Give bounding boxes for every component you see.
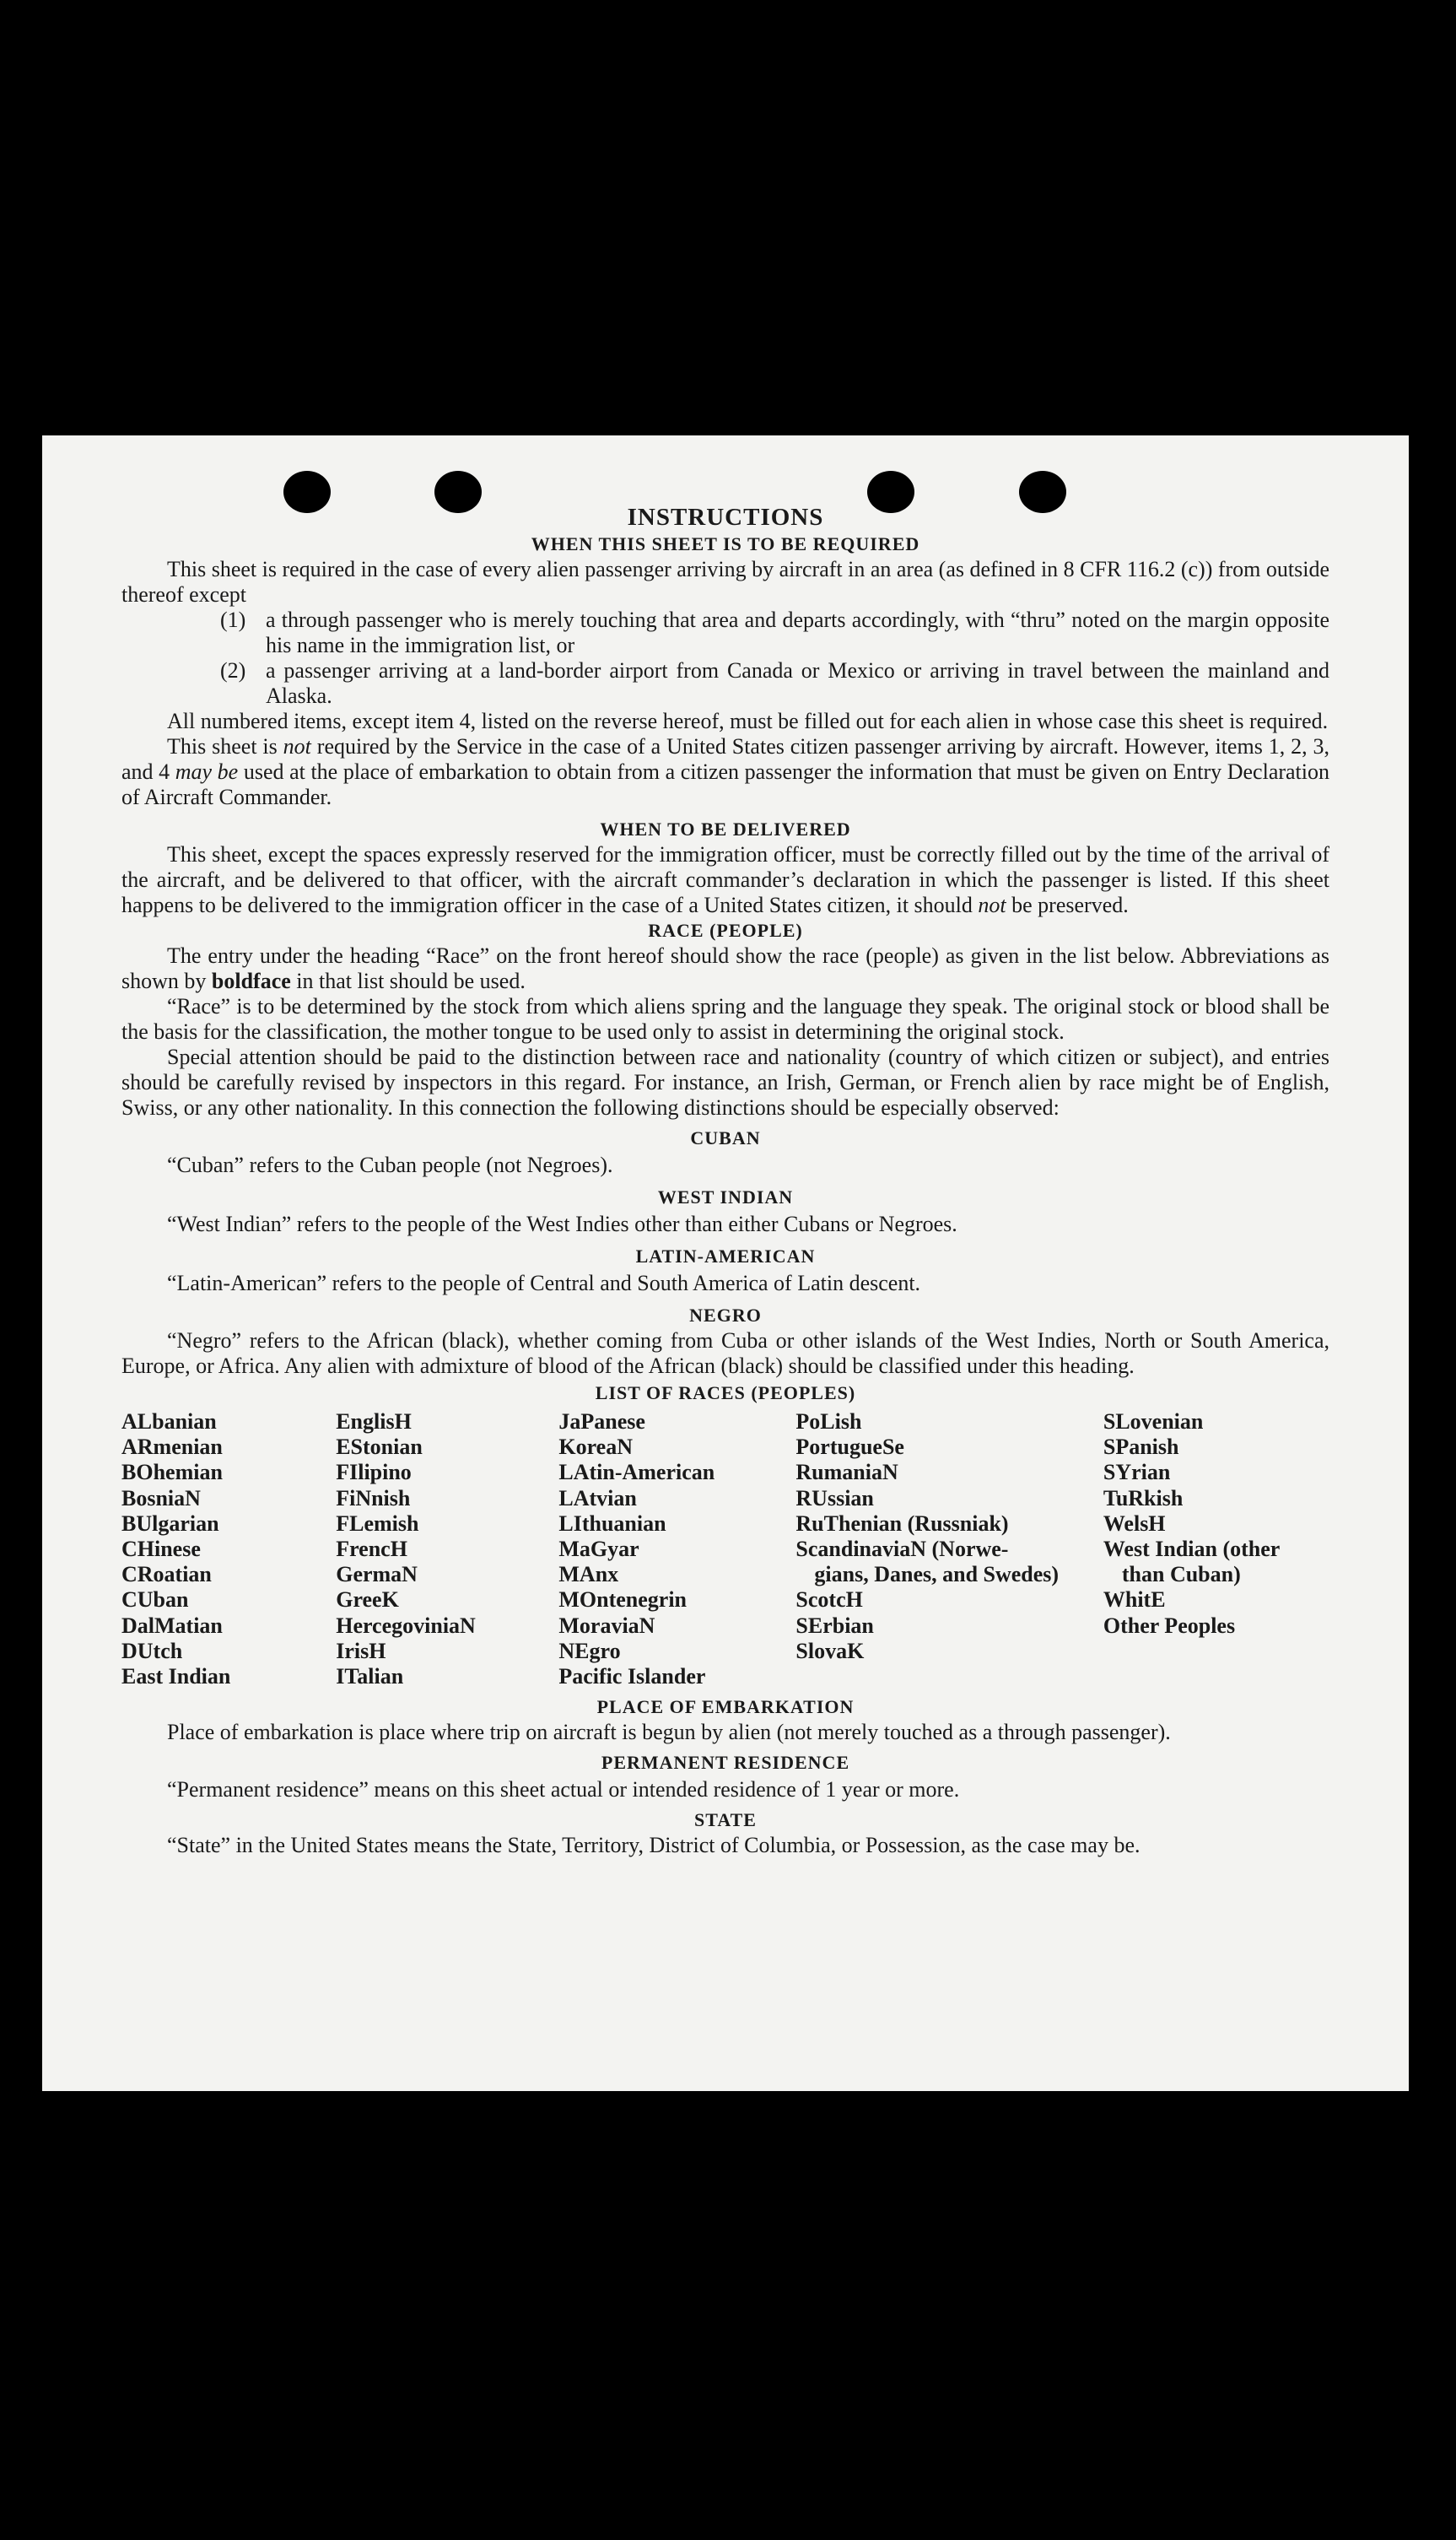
race-item: WelsH: [1103, 1510, 1166, 1536]
race-item: MOntenegrin: [558, 1587, 688, 1613]
punch-hole: [1019, 471, 1066, 513]
punch-hole: [867, 471, 914, 513]
item-number: (1): [220, 608, 246, 632]
race-paragraph-1: The entry under the heading “Race” on the front hereof should show the race (people) as given in the list below. Abbreviations as shown by boldface in that list should be used.: [121, 943, 1329, 993]
section-heading-list-of-races: LIST OF RACES (PEOPLES): [595, 1382, 856, 1403]
race-item: HercegoviniaN: [336, 1613, 476, 1638]
section-heading-cuban: CUBAN: [690, 1127, 761, 1148]
race-item: SPanish: [1103, 1435, 1179, 1460]
item-text: a through passenger who is merely touching that area and departs accordingly, with “thru” noted on the margin opposite his name in the immigration list, or: [266, 608, 1329, 657]
section-heading-negro: NEGRO: [689, 1305, 762, 1326]
section-heading-delivered: WHEN TO BE DELIVERED: [600, 819, 851, 840]
race-item: Pacific Islander: [558, 1664, 706, 1689]
race-item: Other Peoples: [1103, 1613, 1236, 1638]
race-item: ScandinaviaN (Norwe-: [795, 1537, 1009, 1562]
race-list: [121, 1409, 1329, 1689]
race-item: MoraviaN: [558, 1613, 655, 1638]
race-column-2: [336, 1409, 558, 1689]
section-heading-residence: PERMANENT RESIDENCE: [601, 1752, 850, 1774]
punch-hole: [283, 471, 331, 513]
section-heading-race: RACE (PEOPLE): [648, 920, 803, 941]
race-column-1: [121, 1409, 336, 1689]
exception-item-2: [121, 658, 1329, 709]
race-item: NEgro: [558, 1638, 621, 1663]
race-item: KoreaN: [558, 1435, 633, 1460]
section-heading-west-indian: WEST INDIAN: [657, 1186, 794, 1208]
race-item: East Indian: [121, 1664, 231, 1689]
embarkation-paragraph: Place of embarkation is place where trip on aircraft is begun by alien (not merely touched as a through passenger).: [167, 1720, 1171, 1745]
punch-hole: [434, 471, 482, 513]
race-item: BosniaN: [121, 1485, 201, 1510]
race-item: BUlgarian: [121, 1510, 219, 1536]
race-item: SErbian: [795, 1613, 874, 1638]
race-item-continuation: gians, Danes, and Swedes): [814, 1562, 1060, 1587]
delivered-paragraph: This sheet, except the spaces expressly reserved for the immigration officer, must be correctly filled out by the time of the arrival of the aircraft, and be delivered to that officer, with the aircraft commander’s declaration in which the passenger is listed. If this sheet happens to be delivered to the immigration officer in the case of a United States citizen, it should not be preserved.: [121, 842, 1329, 917]
state-paragraph: “State” in the United States means the State, Territory, District of Columbia, or Possession, as the case may be.: [167, 1833, 1141, 1858]
required-paragraph-1: This sheet is required in the case of every alien passenger arriving by aircraft in an area (as defined in 8 CFR 116.2 (c)) from outside thereof except: [121, 557, 1329, 607]
race-item: ARmenian: [121, 1435, 223, 1460]
race-item: LAtin-American: [558, 1460, 715, 1485]
race-item: RuThenian (Russniak): [795, 1510, 1009, 1536]
race-item: SYrian: [1103, 1460, 1171, 1485]
race-item: BOhemian: [121, 1460, 223, 1485]
race-paragraph-2: “Race” is to be determined by the stock from which aliens spring and the language they speak. The original stock or blood shall be the basis for the classification, the mother tongue to be used only to assist in determining the original stock.: [121, 994, 1329, 1044]
race-item: DalMatian: [121, 1613, 223, 1638]
race-item: CRoatian: [121, 1562, 212, 1587]
race-paragraph-3: Special attention should be paid to the distinction between race and nationality (country of which citizen or subject), and entries should be carefully revised by inspectors in this regard. For instance, an Irish, German, or French alien by race might be of English, Swiss, or any other nationality. In this connection the following distinctions should be especially observed:: [121, 1045, 1329, 1120]
race-item: TuRkish: [1103, 1485, 1184, 1510]
race-item: LAtvian: [558, 1485, 637, 1510]
item-text: a passenger arriving at a land-border airport from Canada or Mexico or arriving in travel between the mainland and Alaska.: [266, 658, 1329, 708]
race-item: EStonian: [336, 1435, 423, 1460]
race-item: FIlipino: [336, 1460, 412, 1485]
race-item: CHinese: [121, 1537, 201, 1562]
latin-american-paragraph: “Latin-American” refers to the people of Central and South America of Latin descent.: [167, 1271, 921, 1295]
race-item: FrencH: [336, 1537, 407, 1562]
race-item: MAnx: [558, 1562, 619, 1587]
cuban-paragraph: “Cuban” refers to the Cuban people (not Negroes).: [167, 1153, 613, 1177]
race-item: SLovenian: [1103, 1409, 1204, 1434]
race-item: FiNnish: [336, 1485, 411, 1510]
race-item: RUssian: [795, 1485, 874, 1510]
race-item: PoLish: [795, 1409, 862, 1434]
race-item: EnglisH: [336, 1409, 412, 1434]
race-item: DUtch: [121, 1638, 183, 1663]
negro-paragraph: “Negro” refers to the African (black), whether coming from Cuba or other islands of the West Indies, North or South America, Europe, or Africa. Any alien with admixture of blood of the African (black) should be classified under this heading.: [121, 1328, 1329, 1378]
race-item: LIthuanian: [558, 1510, 666, 1536]
race-item: RumaniaN: [795, 1460, 898, 1485]
race-item: FLemish: [336, 1510, 419, 1536]
race-column-3: [558, 1409, 795, 1689]
race-item: ScotcH: [795, 1587, 863, 1613]
race-item: MaGyar: [558, 1537, 639, 1562]
race-item: GreeK: [336, 1587, 399, 1613]
section-heading-required: WHEN THIS SHEET IS TO BE REQUIRED: [531, 533, 920, 554]
race-item: JaPanese: [558, 1409, 645, 1434]
race-item: ALbanian: [121, 1409, 217, 1434]
required-paragraph-2: All numbered items, except item 4, listed on the reverse hereof, must be filled out for each alien in whose case this sheet is required.: [167, 709, 1329, 733]
race-column-5: [1103, 1409, 1329, 1689]
race-item: West Indian (other: [1103, 1537, 1281, 1562]
race-item: PortugueSe: [795, 1435, 904, 1460]
exception-item-1: [121, 608, 1329, 658]
race-item-continuation: than Cuban): [1121, 1562, 1241, 1587]
race-item: GermaN: [336, 1562, 418, 1587]
race-item: SlovaK: [795, 1638, 865, 1663]
race-item: ITalian: [336, 1664, 404, 1689]
residence-paragraph: “Permanent residence” means on this sheet actual or intended residence of 1 year or more.: [167, 1777, 960, 1802]
instruction-sheet: [42, 435, 1409, 2091]
race-column-4: [795, 1409, 1103, 1689]
section-heading-state: STATE: [694, 1809, 757, 1831]
section-heading-embarkation: PLACE OF EMBARKATION: [596, 1696, 855, 1718]
race-item: WhitE: [1103, 1587, 1166, 1613]
page-title: INSTRUCTIONS: [627, 504, 824, 531]
race-item: IrisH: [336, 1638, 386, 1663]
item-number: (2): [220, 658, 246, 683]
section-heading-latin-american: LATIN-AMERICAN: [635, 1246, 816, 1267]
west-indian-paragraph: “West Indian” refers to the people of the West Indies other than either Cubans or Negroes.: [167, 1212, 957, 1236]
race-item: CUban: [121, 1587, 189, 1613]
required-paragraph-3: This sheet is not required by the Service in the case of a United States citizen passenger arriving by aircraft. However, items 1, 2, 3, and 4 may be used at the place of embarkation to obtain from a citizen passenger the information that must be given on Entry Declaration of Aircraft Commander.: [121, 734, 1329, 809]
